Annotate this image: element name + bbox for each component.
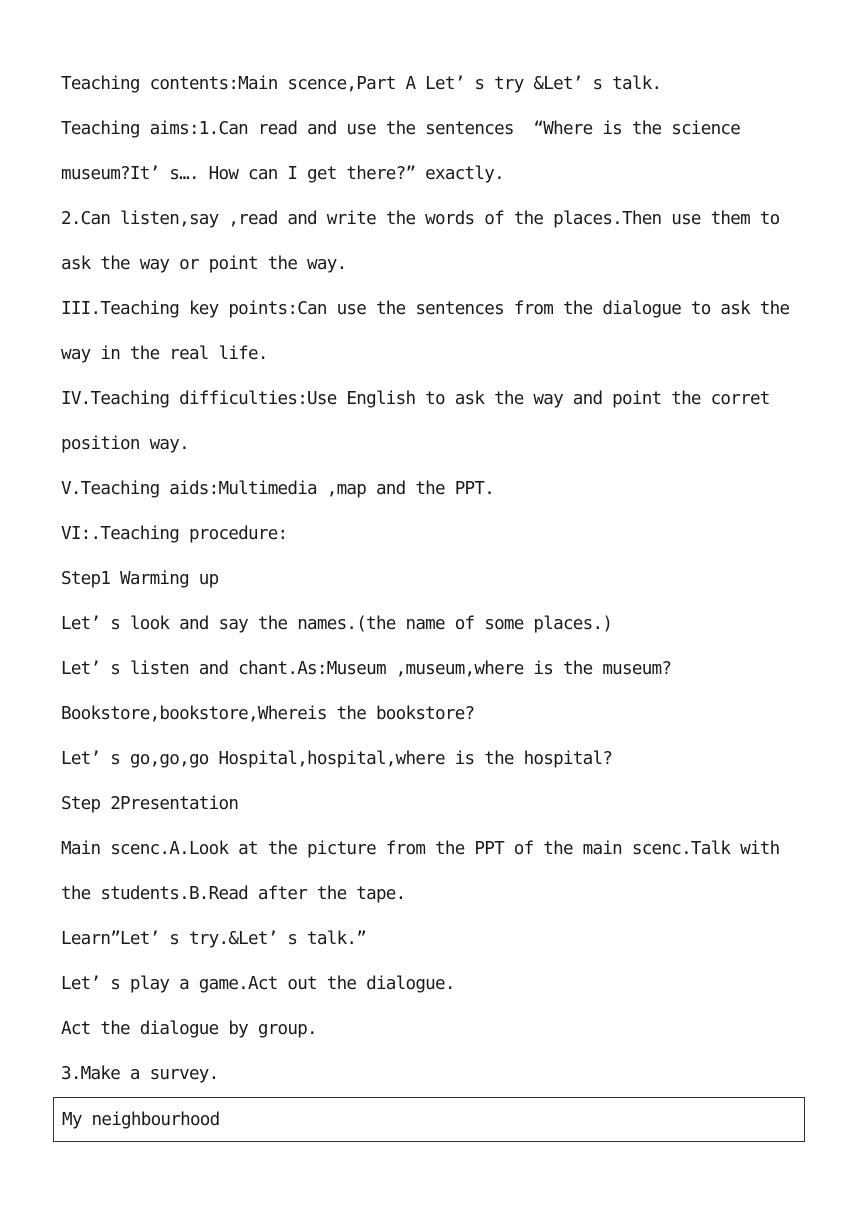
text-line: Let’ s look and say the names.(the name of some places.) [61,614,613,634]
lesson-plan-text [61,68,806,1103]
survey-table-header: My neighbourhood [62,1110,220,1130]
text-line: ask the way or point the way. [61,254,347,274]
text-line: V.Teaching aids:Multimedia ,map and the PPT. [61,479,495,499]
text-line: Step1 Warming up [61,569,219,589]
survey-table [53,1097,805,1142]
text-line: VI:.Teaching procedure: [61,524,288,544]
text-line: Let’ s play a game.Act out the dialogue. [61,974,455,994]
text-line: Act the dialogue by group. [61,1019,317,1039]
text-line: III.Teaching key points:Can use the sentences from the dialogue to ask the [61,299,790,319]
text-line: Step 2Presentation [61,794,239,814]
text-line: Teaching aims:1.Can read and use the sentences “Where is the science [61,119,741,139]
text-line: IV.Teaching difficulties:Use English to ask the way and point the corret [61,389,770,409]
text-line: way in the real life. [61,344,268,364]
text-line: the students.B.Read after the tape. [61,884,406,904]
text-line: Learn”Let’ s try.&Let’ s talk.” [61,929,367,949]
text-line: 3.Make a survey. [61,1064,219,1084]
text-line: Main scenc.A.Look at the picture from the PPT of the main scenc.Talk with [61,839,780,859]
text-line: Bookstore,bookstore,Whereis the bookstore? [61,704,475,724]
text-line: Teaching contents:Main scence,Part A Let’ s try &Let’ s talk. [61,74,662,94]
text-line: Let’ s go,go,go Hospital,hospital,where is the hospital? [61,749,613,769]
text-line: Let’ s listen and chant.As:Museum ,museum,where is the museum? [61,659,672,679]
text-line: position way. [61,434,189,454]
text-line: museum?It’ s…. How can I get there?” exactly. [61,164,504,184]
text-line: 2.Can listen,say ,read and write the words of the places.Then use them to [61,209,780,229]
